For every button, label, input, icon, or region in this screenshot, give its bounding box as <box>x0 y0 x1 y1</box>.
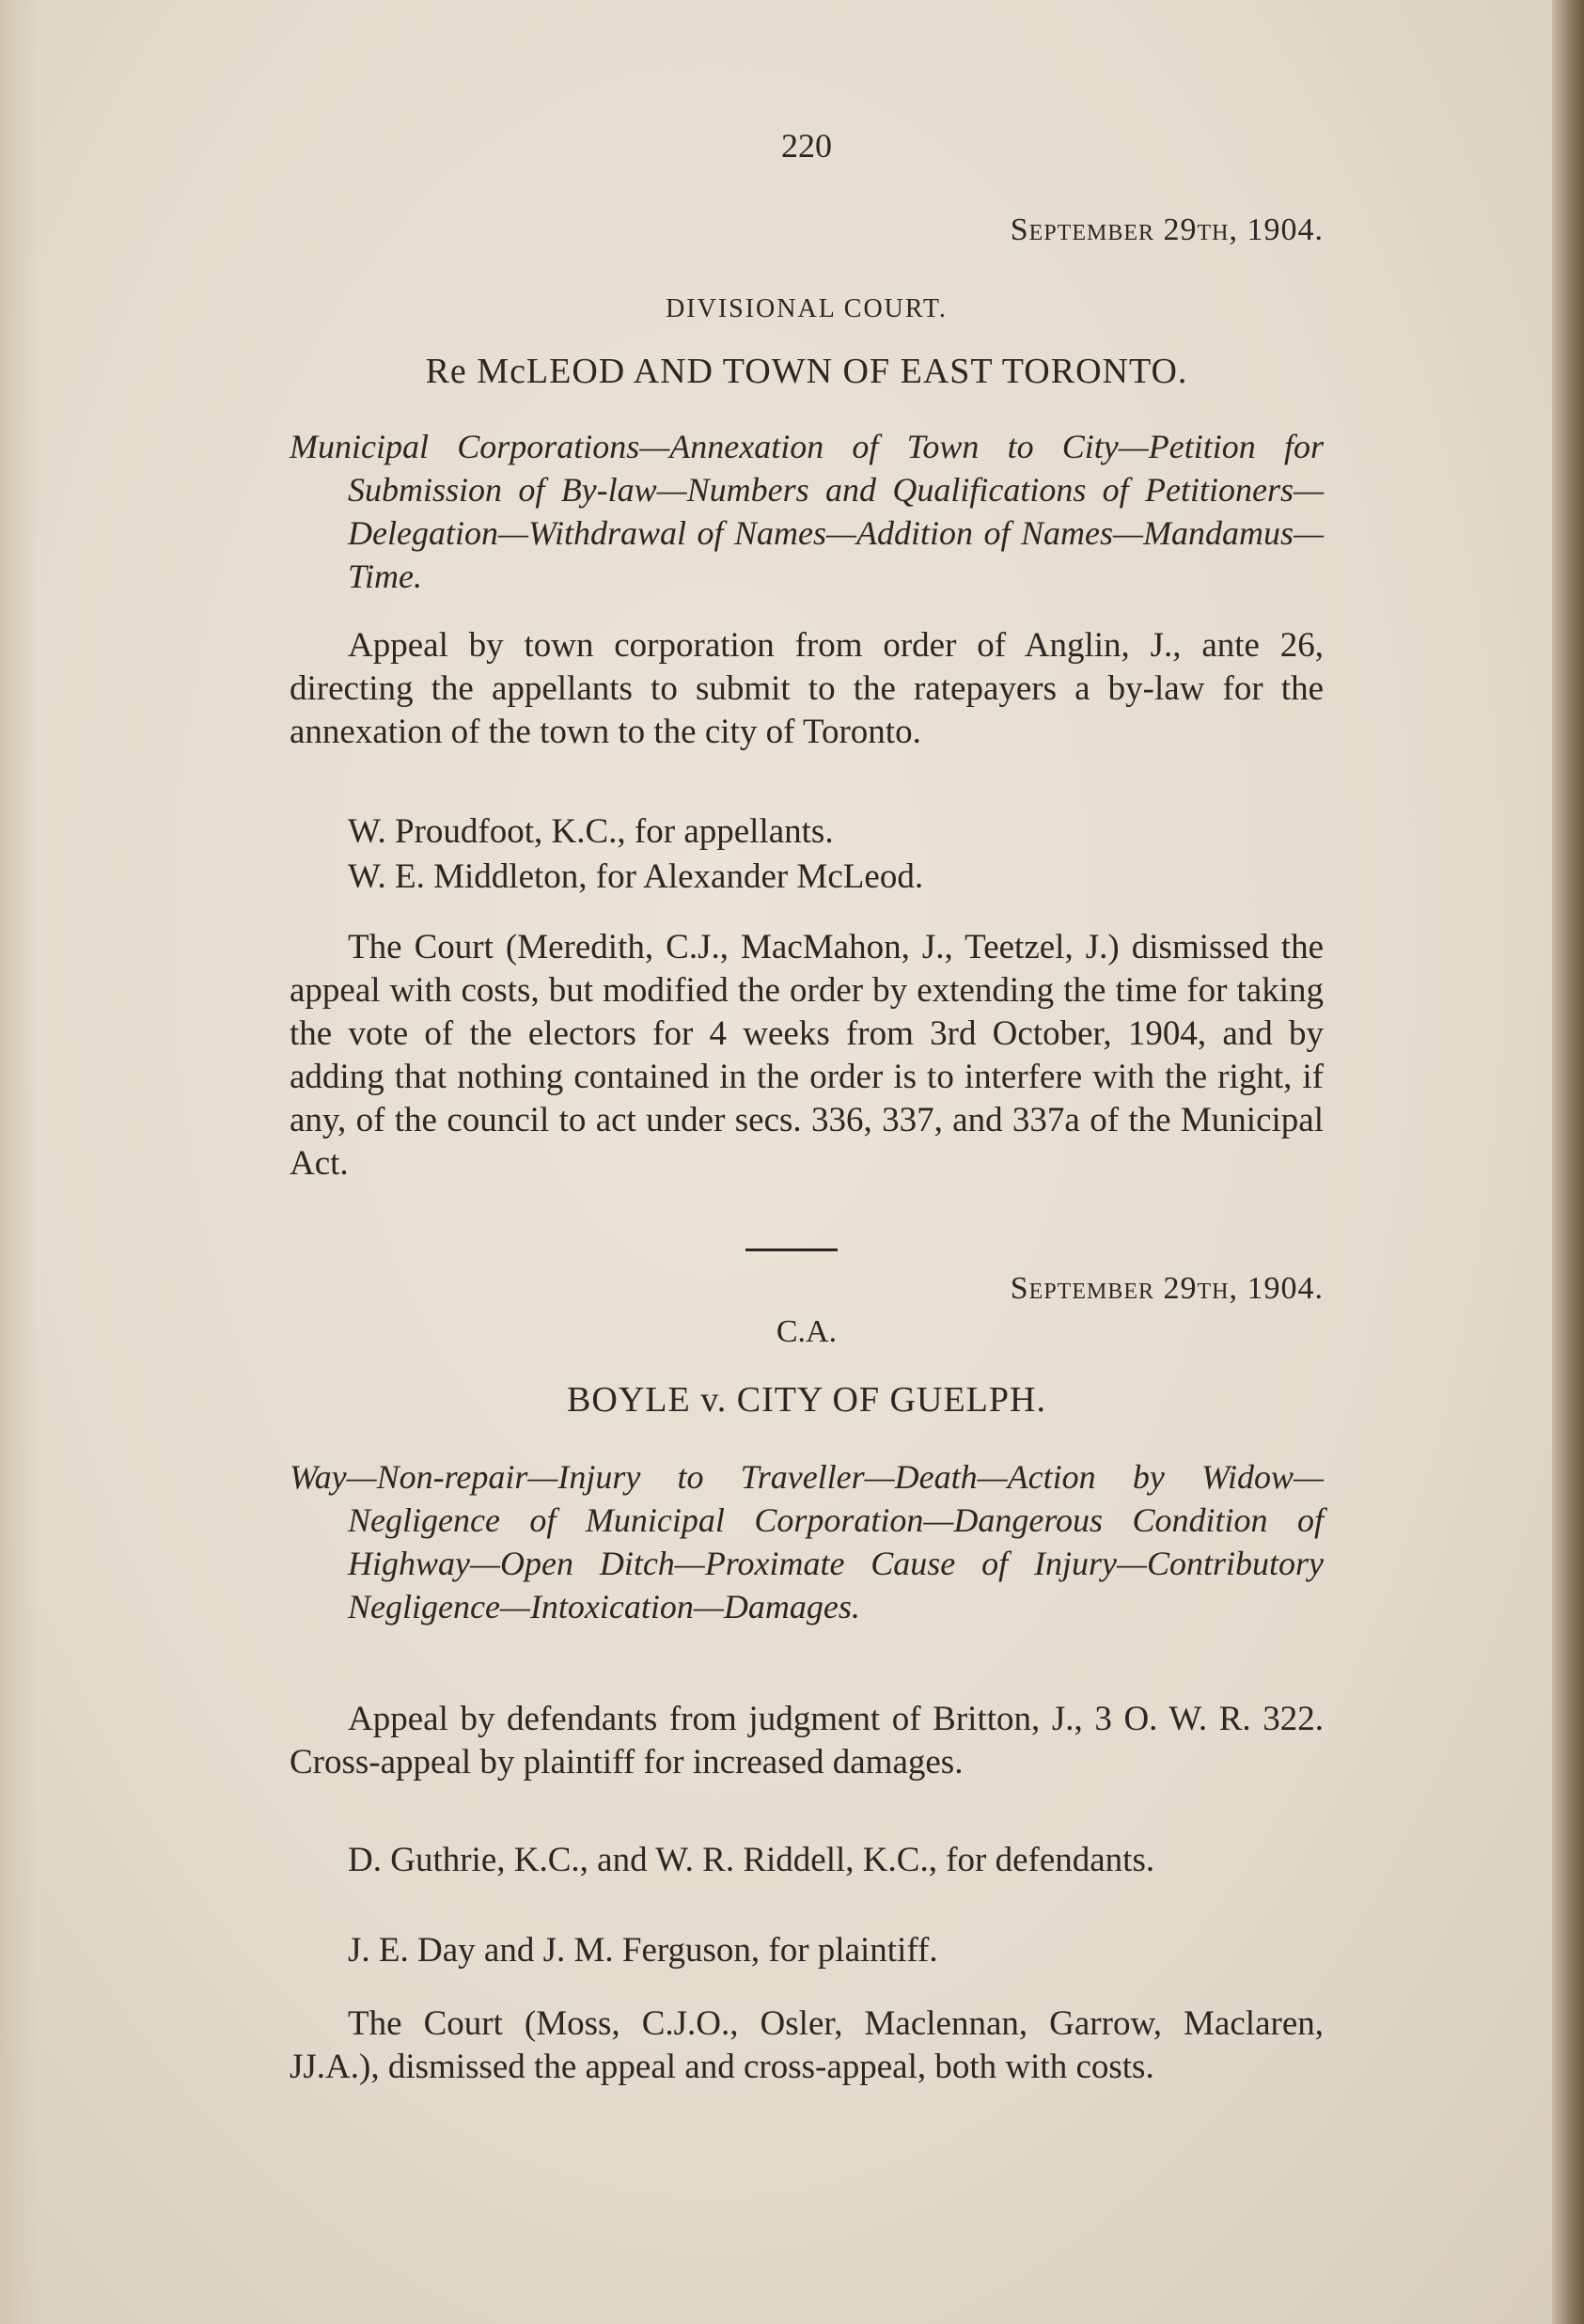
case2-title: BOYLE v. CITY OF GUELPH. <box>567 1380 1046 1420</box>
case2-counsel-plaintiff: J. E. Day and J. M. Ferguson, for plaintiff. <box>348 1931 938 1970</box>
case1-counsel-appellants: W. Proudfoot, K.C., for appellants. <box>348 812 834 851</box>
case1-court: DIVISIONAL COURT. <box>666 294 948 323</box>
page-binding-edge <box>1552 0 1584 2324</box>
case2-headnote <box>290 1455 1324 1628</box>
section-divider <box>745 1248 838 1251</box>
case2-date: September 29th, 1904. <box>1010 1271 1324 1306</box>
page-left-edge <box>0 0 38 2324</box>
case1-date: September 29th, 1904. <box>1010 212 1324 247</box>
case1-counsel-respondent: W. E. Middleton, for Alexander McLeod. <box>348 857 924 896</box>
case1-title: Re McLEOD AND TOWN OF EAST TORONTO. <box>425 352 1188 391</box>
case2-counsel-defendants: D. Guthrie, K.C., and W. R. Riddell, K.C., for defendants. <box>348 1841 1155 1879</box>
case2-judgment: The Court (Moss, C.J.O., Osler, Maclennan, Garrow, Maclaren, JJ.A.), dismissed the appeal and cross-appeal, both with costs. <box>290 2004 1324 2086</box>
case1-headnote <box>290 425 1324 598</box>
case1-judgment: The Court (Meredith, C.J., MacMahon, J., Teetzel, J.) dismissed the appeal with costs, but modified the order by extending the time for taking the vote of the electors for 4 weeks from 3rd October, 1904, and by adding that nothing contained in the order is to interfere with the right, if any, of the council to act under secs. 336, 337, and 337a of the Municipal Act. <box>290 928 1324 1183</box>
case2-headnote-text: Way—Non-repair—Injury to Traveller—Death—Action by Widow—Negligence of Municipal Corporation—Dangerous Condition of Highway—Open Ditch—Proximate Cause of Injury—Contributory Negligence—Intoxication—Damages. <box>290 1458 1324 1625</box>
page-number: 220 <box>781 127 832 165</box>
case2-appeal: Appeal by defendants from judgment of Britton, J., 3 O. W. R. 322. Cross-appeal by plaintiff for increased damages. <box>290 1700 1324 1782</box>
case2-court: C.A. <box>776 1314 838 1349</box>
case1-headnote-text: Municipal Corporations—Annexation of Town to City—Petition for Submission of By-law—Numbers and Qualifications of Petitioners—Delegation—Withdrawal of Names—Addition of Names—Mandamus—Time. <box>290 428 1324 595</box>
case1-appeal: Appeal by town corporation from order of Anglin, J., ante 26, directing the appellants to submit to the ratepayers a by-law for the annexation of the town to the city of Toronto. <box>290 626 1324 751</box>
